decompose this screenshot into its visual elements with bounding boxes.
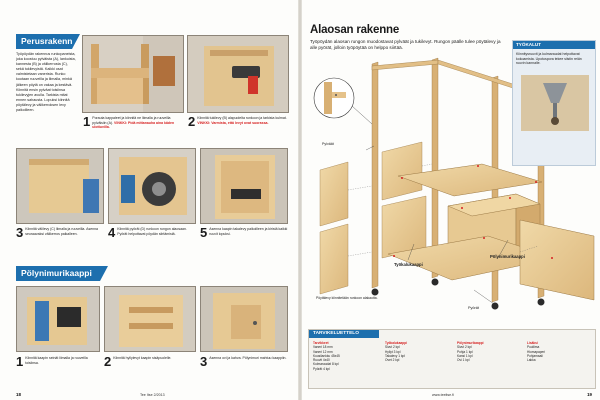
vacuum-photo-illustration-3 (201, 287, 288, 352)
step-tip: VINKKI: Pidä mittanauha aina käden ulottuvilla. (92, 120, 175, 130)
caption-step-2 (188, 116, 288, 140)
tip-box-text: Kiinnitysruuvit ja kulmaraudat helpottavat kokoamista. Upotuspora tekee siistin reiän ruuvin kannalle. (516, 52, 582, 66)
section-heading-vacuum-cabinet: Pölynimurikaappi (16, 266, 100, 281)
step-number: 5 (200, 227, 208, 240)
photo-step-1 (82, 35, 184, 113)
parts-line: Ovi 1 kpl (457, 358, 470, 363)
vacuum-photo-illustration-2 (105, 287, 196, 352)
step-tip: VINKKI: Varmista, että levyt ovat suorassa. (197, 120, 269, 125)
parts-column (457, 341, 527, 362)
parts-column (313, 341, 383, 371)
frame-photo-illustration (83, 36, 184, 113)
step-text: Asenna ovi ja kahva. Pölynimuri mahtuu kaappiin. (209, 356, 287, 360)
parts-line: Pohja 1 kpl (457, 349, 473, 354)
tip-box-title: TYÖKALUT (513, 41, 595, 49)
parts-line: Vaneri 12 mm (313, 349, 333, 354)
left-page (0, 0, 298, 400)
step-text: Kiinnitä tukilevy (B) alapuolelta runkoon ja tarkista kulmat. (197, 116, 287, 120)
parts-column (527, 341, 597, 362)
parts-line: Hyllyt 3 kpl (385, 349, 401, 354)
wheel-photo-illustration (109, 149, 196, 224)
step-number: 1 (83, 116, 91, 129)
label-tool-cabinet: Työkalukaappi (394, 262, 423, 267)
photo-vacuum-step-3 (200, 286, 288, 352)
step-number: 3 (16, 227, 24, 240)
parts-line: Puuliima (527, 345, 540, 350)
step-text: Porauta kappaleet ja kiinnitä ne liimalla ja ruuveilla pylväisiin (A). (92, 116, 171, 125)
caption-vacuum-step-2 (104, 356, 196, 386)
side-panel (520, 220, 594, 300)
photo-step-2 (187, 35, 289, 113)
caption-step-4 (108, 227, 196, 261)
photo-step-4 (108, 148, 196, 224)
parts-column (385, 341, 455, 362)
photo-step-3 (16, 148, 104, 224)
photo-vacuum-step-1 (16, 286, 100, 352)
detail-magnifier (314, 78, 372, 124)
parts-line: Ruuvit 4x40 (313, 358, 330, 363)
parts-line: Takalevy 1 kpl (385, 353, 406, 358)
page-number-right: 19 (587, 392, 592, 397)
countersink-bit-illustration (513, 69, 597, 139)
step-text: Kiinnitä pyörät (D) runkoon rungon alaosaan. Pyörät helpottavat pöydän siirtämistä. (117, 227, 187, 236)
step-number: 2 (188, 116, 196, 129)
parts-line: Sivut 2 kpl (457, 345, 472, 350)
assembly-note: Pöytälevy kiinnitetään runkoon alakautta. (316, 296, 378, 300)
parts-line: Kulmaraudat 8 kpl (313, 362, 339, 367)
caption-step-1 (83, 116, 183, 140)
parts-line: Pohjamaali (527, 353, 543, 358)
parts-line: Vaneri 18 mm (313, 345, 333, 350)
drill-photo-illustration (188, 36, 289, 113)
parts-line: Kansi 1 kpl (457, 353, 473, 358)
step-text: Kiinnitä kaapin seinät liimalla ja ruuveilla toisiinsa. (25, 356, 88, 365)
page-title: Alaosan rakenne (310, 24, 400, 36)
step-text: Asenna kaapin takalevy paikoilleen ja kiristä kaikki ruuvit lopuksi. (209, 227, 288, 236)
caption-step-3 (16, 227, 104, 261)
label-wheels: Pyörät (468, 306, 479, 310)
footer-left: Tee Itse 2/2013 (140, 393, 165, 397)
step-number: 3 (200, 356, 208, 369)
caption-vacuum-step-3 (200, 356, 288, 386)
parts-list-title: TARVIKELUETTELO (309, 330, 379, 338)
tools-tip-box (512, 40, 596, 166)
parts-column-heading: Työkalukaappi (385, 341, 407, 345)
step-number: 1 (16, 356, 24, 369)
parts-column-heading: Lisäksi (527, 341, 538, 345)
photo-vacuum-step-2 (104, 286, 196, 352)
parts-line: Hiomapaperi (527, 349, 546, 354)
parts-column-heading: Tarvikkeet (313, 341, 329, 345)
parts-list-box (308, 329, 596, 389)
parts-line: Kuusilankku 45x45 (313, 353, 340, 358)
parts-line: Pyörät 4 kpl (313, 366, 330, 371)
photo-step-5 (200, 148, 288, 224)
caption-step-5 (200, 227, 288, 261)
label-vacuum-cabinet: Pölynimurikaappi (490, 254, 525, 259)
section-heading-basic-structure: Perusrakenne (16, 34, 72, 49)
cabinet-photo-illustration (201, 149, 288, 224)
label-posts: Pylväät (322, 142, 334, 146)
caption-vacuum-step-1 (16, 356, 100, 386)
parts-column-heading: Pölynimurikaappi (457, 341, 484, 345)
vacuum-photo-illustration-1 (17, 287, 100, 352)
parts-line: Ovet 2 kpl (385, 358, 400, 363)
panel-photo-illustration (17, 149, 104, 224)
right-page (302, 0, 600, 400)
parts-line: Lakka (527, 358, 536, 363)
caster-wheels (372, 279, 545, 310)
page-number-left: 18 (16, 392, 21, 397)
intro-text: Työpöydän alaosan rungon muodostavat pylväät ja tukilevyt. Rungon päälle tulee pöytälevy ja alle pyörät, jolloin työpöytää on helppo siirtää. (310, 39, 501, 50)
parts-line: Sivut 2 kpl (385, 345, 400, 350)
step-text: Kiinnitä hyllylevyt kaapin sisäpuolelle. (113, 356, 172, 360)
step-number: 2 (104, 356, 112, 369)
section-body-text: Työpöydän rakennus runkopaneista, joka koostuu pylväista (A), lankuista, kannesta (B) ja välikerrosta (C), sekä tukilevyistä. Kaikki osat valmistetaan vanerista. Runko kootaan ruuveilla ja liimalla, minkä jälkeen pöytä on vakaa ja kestävä. Kiinnitä ensin pylväat toisiinsa tukilevyjen avulla. Tarkista mitat ennen sahausta. Lopuksi kiinnitä pöytälevy ja välikerroksen levy paikoilleen. (16, 52, 76, 113)
step-text: Kiinnitä välilevy (C) liimalla ja ruuveilla. Asenna seuraavaksi välikerros paikalleen. (25, 227, 98, 236)
footer-right: www.teeitse.fi (432, 393, 454, 397)
step-number: 4 (108, 227, 116, 240)
